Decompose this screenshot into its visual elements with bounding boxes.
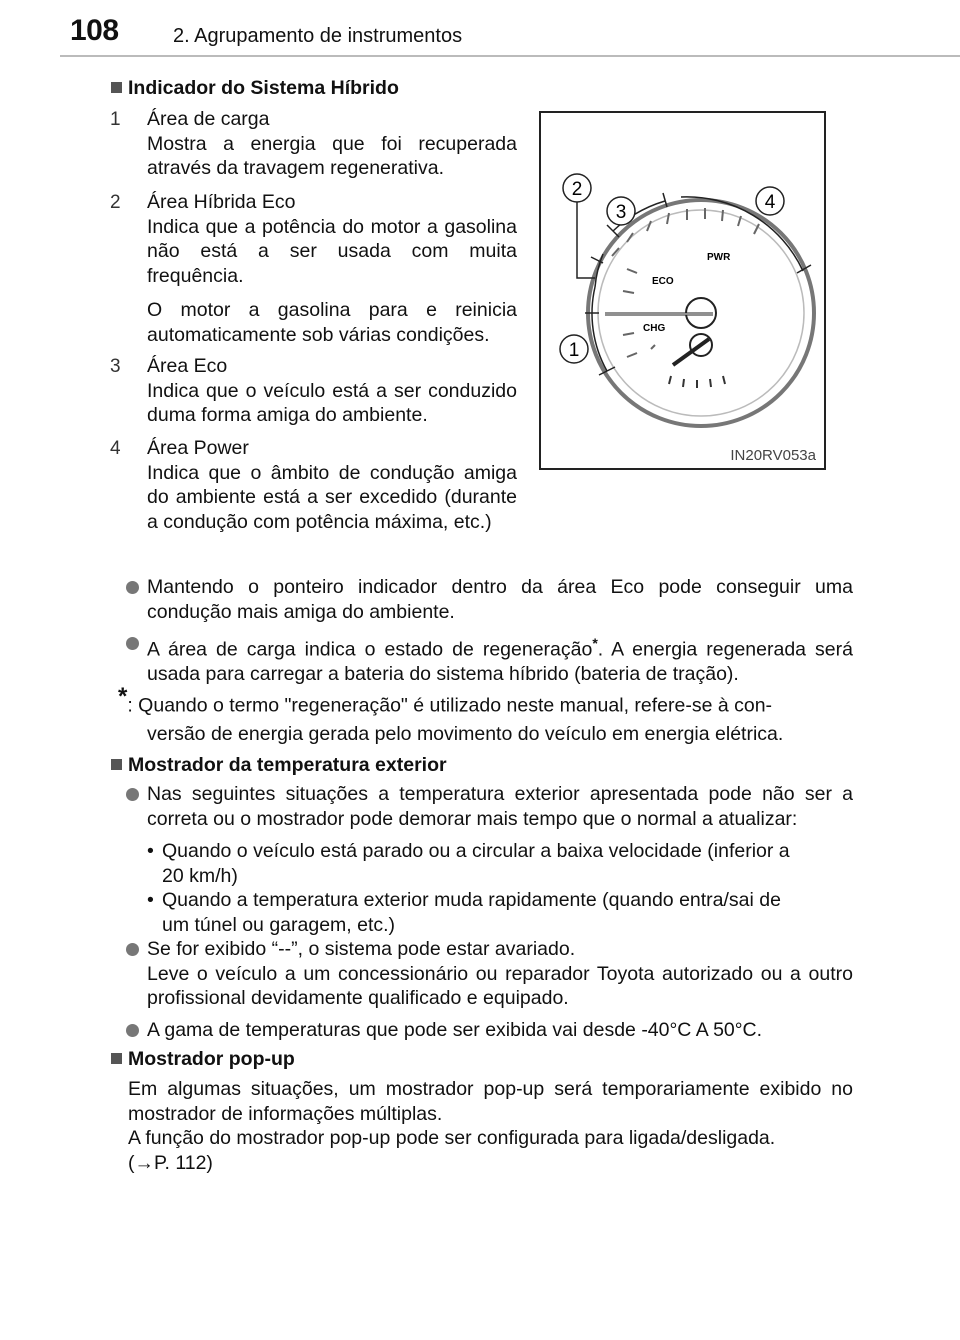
bullet-dot-icon xyxy=(126,1018,145,1043)
svg-text:1: 1 xyxy=(568,340,580,361)
section-heading-hybrid xyxy=(111,77,399,100)
item-eco-area xyxy=(147,354,517,428)
charge-area-paragraph xyxy=(147,631,853,687)
item-extra-note: O motor a gasolina para e reinicia automaticamente sob várias condições. xyxy=(147,299,517,346)
pwr-label: PWR xyxy=(707,252,731,263)
eco-tip-paragraph: Mantendo o ponteiro indicador dentro da área Eco pode conseguir uma condução mais amiga do ambiente. xyxy=(147,576,853,623)
gauge-ticks xyxy=(612,208,759,357)
sub-bullet-icon: • xyxy=(147,889,154,911)
figure-code: IN20RV053a xyxy=(730,447,816,464)
svg-text:2: 2 xyxy=(571,179,583,200)
square-bullet-icon xyxy=(111,1053,122,1064)
temp-condition-slow: Quando o veículo está parado ou a circular a baixa velocidade (inferior a 20 km/h) xyxy=(162,840,790,887)
item-description: Mostra a energia que foi recuperada através da travagem regenerativa. xyxy=(147,132,517,179)
section-heading-popup xyxy=(111,1048,295,1071)
bullet-dot-icon xyxy=(126,782,145,807)
footnote-line2: versão de energia gerada pelo movimento do veículo em energia elétrica. xyxy=(147,723,784,745)
item-title: Área Híbrida Eco xyxy=(147,191,296,213)
item-description: Indica que o veículo está a ser conduzido duma forma amiga do ambiente. xyxy=(147,379,517,426)
hybrid-indicator-figure xyxy=(539,111,826,470)
svg-text:3: 3 xyxy=(615,202,627,223)
item-number-2: 2 xyxy=(110,192,121,213)
hybrid-gauge-illustration xyxy=(541,113,824,468)
bullet-dot-icon xyxy=(126,631,145,656)
callout-2-leader xyxy=(577,202,595,278)
footnote-line1: : Quando o termo "regeneração" é utilizado neste manual, refere-se à con- xyxy=(127,694,773,717)
item-title: Área Power xyxy=(147,437,249,459)
bullet-dot-icon xyxy=(126,575,145,600)
item-power-area xyxy=(147,436,517,534)
item-hybrid-eco-area xyxy=(147,190,517,347)
chapter-title: 2. Agrupamento de instrumentos xyxy=(173,25,463,47)
footnote xyxy=(118,685,858,747)
charge-paragraph-part2: . A energia regenerada será usada para carregar a bateria do sistema híbrido (bateria de tração). xyxy=(147,638,853,685)
popup-heading-text: Mostrador pop-up xyxy=(128,1048,295,1070)
popup-paragraph: Em algumas situações, um mostrador pop-up será temporariamente exibido no mostrador de informações múltiplas. A função do mostrador pop-up pode ser configurada para ligada/desligada. (→P. 112) xyxy=(128,1078,853,1174)
page-number: 108 xyxy=(70,14,119,47)
temp-malfunction-paragraph: Se for exibido “--”, o sistema pode estar avariado. Leve o veículo a um concessionário ou reparador Toyota autorizado ou a outro profissional devidamente qualificado e equipado. xyxy=(147,938,853,1009)
item-description: Indica que a potência do motor a gasolina não está a ser usada com muita frequência. xyxy=(147,215,517,287)
temp-conditions-paragraph: Nas seguintes situações a temperatura exterior apresentada pode não ser a correta ou o mostrador pode demorar mais tempo que o normal a atualizar: xyxy=(147,783,853,830)
page-reference-link[interactable]: (→P. 112) xyxy=(128,1151,213,1174)
item-description: Indica que o âmbito de condução amiga do ambiente está a ser excedido (durante a condução com potência máxima, etc.) xyxy=(147,461,517,533)
footnote-star: * xyxy=(118,683,128,710)
temp-heading-text: Mostrador da temperatura exterior xyxy=(128,754,447,776)
item-title: Área de carga xyxy=(147,108,270,130)
sub-bullet-icon: • xyxy=(147,840,154,862)
item-title: Área Eco xyxy=(147,355,228,377)
temp-range-paragraph: A gama de temperaturas que pode ser exibida vai desde -40°C A 50°C. xyxy=(147,1019,763,1041)
svg-text:4: 4 xyxy=(764,192,776,213)
item-number-1: 1 xyxy=(110,109,121,130)
footnote-marker: * xyxy=(592,635,598,651)
gauge-bottom-ticks xyxy=(669,376,725,388)
temp-condition-rapid: Quando a temperatura exterior muda rapidamente (quando entra/sai de um túnel ou garagem, etc.) xyxy=(162,889,781,936)
square-bullet-icon xyxy=(111,759,122,770)
hybrid-heading-text: Indicador do Sistema Híbrido xyxy=(128,77,399,99)
section-heading-temperature xyxy=(111,754,447,777)
charge-paragraph-part1: A área de carga indica o estado de regeneração xyxy=(147,638,593,661)
chg-label: CHG xyxy=(643,323,666,334)
header-divider xyxy=(60,55,960,57)
square-bullet-icon xyxy=(111,82,122,93)
item-number-3: 3 xyxy=(110,356,121,377)
item-number-4: 4 xyxy=(110,438,121,459)
item-charge-area xyxy=(147,107,517,181)
eco-label: ECO xyxy=(652,276,674,287)
bullet-dot-icon xyxy=(126,937,145,962)
